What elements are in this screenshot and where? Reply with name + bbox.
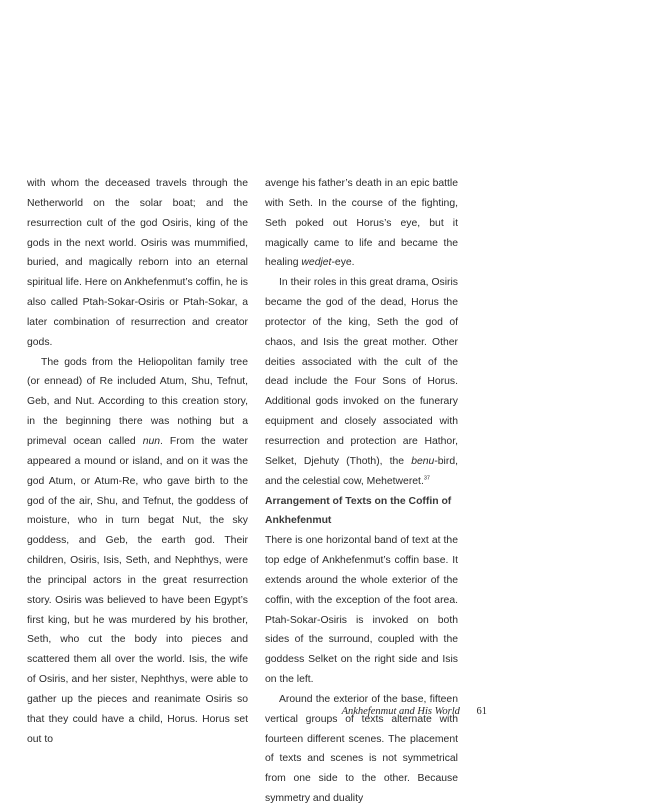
paragraph [27,353,248,750]
text-run: . From the water appeared a mound or island, and on it was the god Atum, or Atum-Re, who gave birth to the god of the air, Shu, and Tefnut, the goddess of moisture, who in turn begat Nut, the sky goddess, and Geb, the earth god. Their children, Osiris, Isis, Seth, and Nephthys, were the principal actors in the great resurrection story. Osiris was believed to have been Egypt’s first king, but he was murdered by his brother, Seth, who cut the body into pieces and scattered them all over the world. Isis, the wife of Osiris, and her sister, Nephthys, were able to gather up the pieces and reanimate Osiris so that they could have a child, Horus. Horus set out to [27,435,248,745]
paragraph: Around the exterior of the base, fifteen vertical groups of texts alternate with fourteen different scenes. The placement of texts and scenes is not symmetrical from one side to the other. Because symmetry and duality [265,693,458,805]
text-run: -eye. [331,257,355,269]
footnote-marker: 37 [423,475,430,482]
running-title: Ankhefenmut and His World [341,706,460,717]
text-run: avenge his father’s death in an epic battle with Seth. In the course of the fighting, Seth poked out Horus’s eye, but it magically came to life and became the healing [265,178,458,269]
paragraph [265,273,458,491]
italic-term: nun [142,435,161,447]
text-run: The gods from the Heliopolitan family tree (or ennead) of Re included Atum, Shu, Tefnut, Geb, and Nut. According to this creation story, in the beginning there was nothing but a primeval ocean called [27,356,248,447]
page-number: 61 [476,706,487,717]
paragraph: There is one horizontal band of text at the top edge of Ankhefenmut’s coffin base. It extends around the whole exterior of the coffin, with the exception of the foot area. Ptah-Sokar-Osiris is invoked on both sides of the surround, coupled with the goddess Selket on the right side and Isis on the left. [265,535,458,686]
text-run: -bird, and the celestial cow, Mehetweret. [265,455,458,487]
paragraph: with whom the deceased travels through the Netherworld on the solar boat; and the resurrection cult of the god Osiris, king of the gods in the next world. Osiris was mummified, buried, and magically reborn into an eternal spiritual life. Here on Ankhefenmut’s coffin, he is also called Ptah-Sokar-Osiris or Ptah-Sokar, a later combination of resurrection and creator gods. [27,178,248,348]
section-heading: Arrangement of Texts on the Coffin of Ankhefenmut [265,495,452,527]
paragraph [265,174,458,273]
text-run: In their roles in this great drama, Osiris became the god of the dead, Horus the protector of the king, Seth the god of chaos, and Isis the great mother. Other deities associated with the cult of the dead include the Four Sons of Horus. Additional gods invoked on the funerary equipment and closely associated with resurrection and protection are Hathor, Selket, Djehuty (Thoth), the [265,277,458,467]
italic-term: wedjet [301,257,332,269]
italic-term: benu [411,455,435,467]
page-footer [342,706,487,717]
left-text-column [27,174,248,749]
